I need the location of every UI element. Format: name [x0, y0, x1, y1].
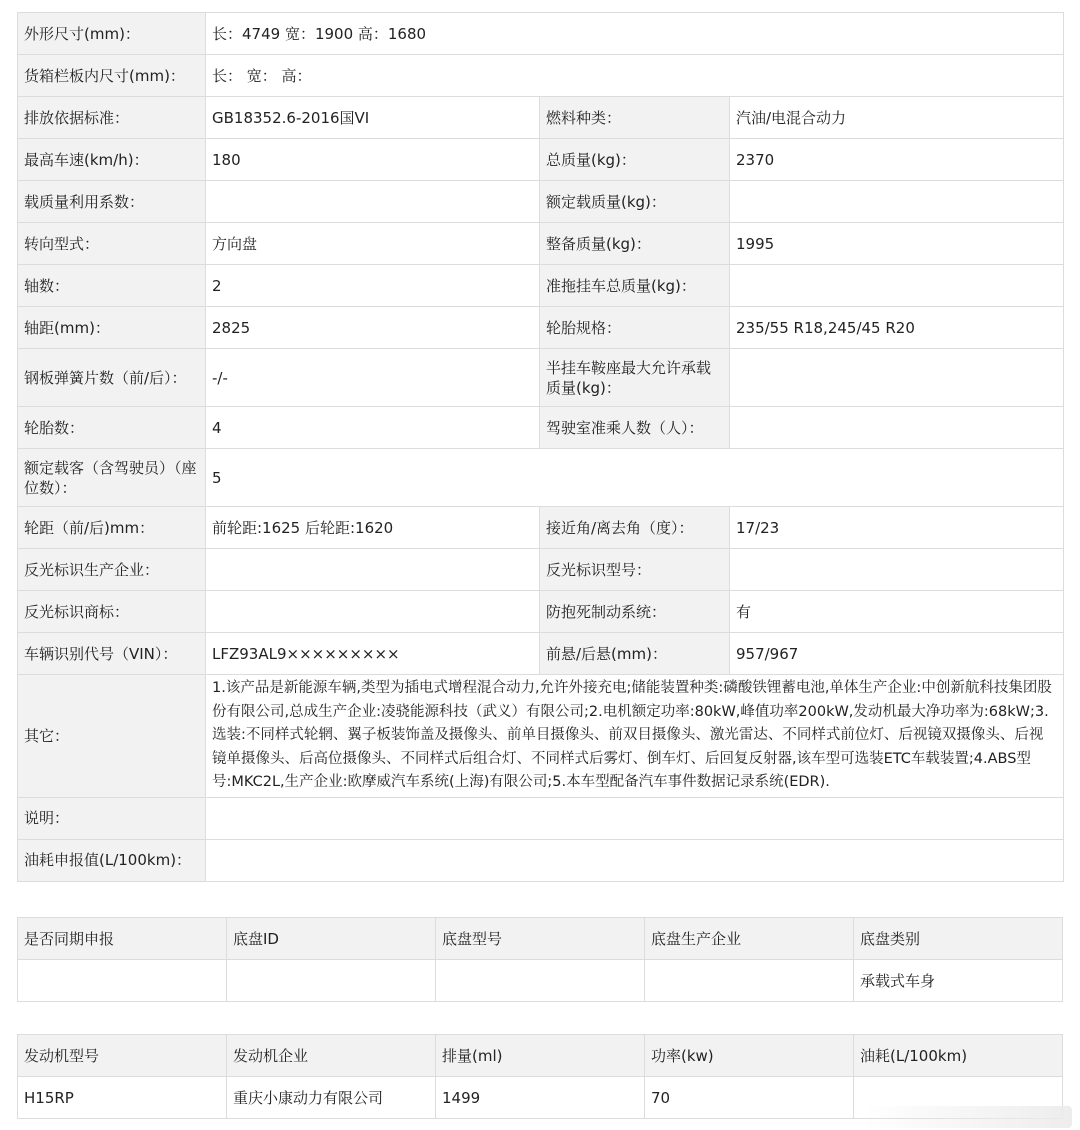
spec-value: 5	[206, 449, 1064, 507]
spec-label: 其它：	[18, 675, 206, 798]
spec-row	[18, 797, 1064, 839]
engine-header-cell: 发动机型号	[18, 1035, 227, 1077]
engine-header-cell: 功率(kw)	[645, 1035, 854, 1077]
chassis-value-cell	[645, 960, 854, 1002]
spec-value	[206, 591, 540, 633]
spec-label: 轮距（前/后)mm：	[18, 507, 206, 549]
spec-value: 2	[206, 265, 540, 307]
spec-value: 180	[206, 139, 540, 181]
spec-row	[18, 507, 1064, 549]
spec-row	[18, 349, 1064, 407]
chassis-table	[17, 917, 1063, 1002]
spec-label: 轴数：	[18, 265, 206, 307]
spec-value	[206, 797, 1064, 839]
spec-value	[206, 549, 540, 591]
spec-value: 有	[730, 591, 1064, 633]
watermark	[862, 1106, 1072, 1128]
spec-row	[18, 307, 1064, 349]
chassis-header-cell: 底盘类别	[854, 918, 1063, 960]
spec-row	[18, 97, 1064, 139]
spec-value: 2825	[206, 307, 540, 349]
spec-row	[18, 13, 1064, 55]
spec-value: 1995	[730, 223, 1064, 265]
spec-label: 排放依据标准：	[18, 97, 206, 139]
spec-value	[730, 265, 1064, 307]
spec-label: 反光标识商标：	[18, 591, 206, 633]
spec-row	[18, 633, 1064, 675]
spec-label: 准拖挂车总质量(kg)：	[540, 265, 730, 307]
spec-label: 整备质量(kg)：	[540, 223, 730, 265]
spec-label: 反光标识型号：	[540, 549, 730, 591]
spec-label: 转向型式：	[18, 223, 206, 265]
chassis-value-cell: 承载式车身	[854, 960, 1063, 1002]
spec-value: 长：4749 宽：1900 高：1680	[206, 13, 1064, 55]
spec-row	[18, 449, 1064, 507]
spec-row	[18, 223, 1064, 265]
other-notes: 1.该产品是新能源车辆,类型为插电式增程混合动力,允许外接充电;储能装置种类:磷酸铁锂蓄电池,单体生产企业:中创新航科技集团股份有限公司,总成生产企业:凌骁能源科技（武义）有限公司;2.电机额定功率:80kW,峰值功率200kW,发动机最大净功率为:68kW;3.选装:不同样式轮辋、翼子板装饰盖及摄像头、前单目摄像头、前双目摄像头、激光雷达、不同样式前位灯、后视镜双摄像头、后视镜单摄像头、后高位摄像头、不同样式后组合灯、不同样式后雾灯、倒车灯、后回复反射器,该车型可选装ETC车载装置;4.ABS型号:MKC2L,生产企业:欧摩威汽车系统(上海)有限公司;5.本车型配备汽车事件数据记录系统(EDR).	[206, 675, 1064, 798]
spec-value: 235/55 R18,245/45 R20	[730, 307, 1064, 349]
engine-header-row	[18, 1035, 1063, 1077]
spec-label: 防抱死制动系统：	[540, 591, 730, 633]
spec-label: 总质量(kg)：	[540, 139, 730, 181]
spec-value: 17/23	[730, 507, 1064, 549]
engine-header-cell: 排量(ml)	[436, 1035, 645, 1077]
spec-row	[18, 675, 1064, 798]
spec-row	[18, 591, 1064, 633]
spec-row	[18, 407, 1064, 449]
chassis-value-cell	[436, 960, 645, 1002]
engine-value-cell: H15RP	[18, 1077, 227, 1119]
spec-value: 957/967	[730, 633, 1064, 675]
chassis-value-row	[18, 960, 1063, 1002]
chassis-value-cell	[18, 960, 227, 1002]
engine-value-cell: 1499	[436, 1077, 645, 1119]
spec-value: 长： 宽： 高：	[206, 55, 1064, 97]
spec-value	[730, 349, 1064, 407]
spec-value: 4	[206, 407, 540, 449]
chassis-header-cell: 是否同期申报	[18, 918, 227, 960]
spec-value: 汽油/电混合动力	[730, 97, 1064, 139]
spec-value	[730, 407, 1064, 449]
spec-value	[206, 839, 1064, 881]
spec-label: 车辆识别代号（VIN）：	[18, 633, 206, 675]
chassis-header-row	[18, 918, 1063, 960]
spec-value: 2370	[730, 139, 1064, 181]
spec-value: 方向盘	[206, 223, 540, 265]
spec-label: 驾驶室准乘人数（人）：	[540, 407, 730, 449]
vehicle-spec-table	[17, 12, 1064, 882]
spec-row	[18, 265, 1064, 307]
spec-value	[730, 549, 1064, 591]
spec-value: -/-	[206, 349, 540, 407]
spec-label: 额定载客（含驾驶员）（座位数）：	[18, 449, 206, 507]
spec-value	[206, 181, 540, 223]
spec-label: 前悬/后悬(mm)：	[540, 633, 730, 675]
spec-value: 前轮距:1625 后轮距:1620	[206, 507, 540, 549]
spec-row	[18, 181, 1064, 223]
spec-label: 说明：	[18, 797, 206, 839]
chassis-header-cell: 底盘ID	[227, 918, 436, 960]
spec-label: 额定载质量(kg)：	[540, 181, 730, 223]
spec-row	[18, 55, 1064, 97]
spec-label: 反光标识生产企业：	[18, 549, 206, 591]
spec-label: 载质量利用系数：	[18, 181, 206, 223]
spec-value: GB18352.6-2016国VI	[206, 97, 540, 139]
spec-label: 轴距(mm)：	[18, 307, 206, 349]
spec-label: 油耗申报值(L/100km)：	[18, 839, 206, 881]
spec-label: 外形尺寸(mm)：	[18, 13, 206, 55]
spec-label: 接近角/离去角（度）：	[540, 507, 730, 549]
chassis-header-cell: 底盘生产企业	[645, 918, 854, 960]
spec-value	[730, 181, 1064, 223]
spec-row	[18, 139, 1064, 181]
engine-value-cell: 重庆小康动力有限公司	[227, 1077, 436, 1119]
spec-row	[18, 549, 1064, 591]
engine-header-cell: 油耗(L/100km)	[854, 1035, 1063, 1077]
spec-value: LFZ93AL9×××××××××	[206, 633, 540, 675]
engine-header-cell: 发动机企业	[227, 1035, 436, 1077]
spec-label: 轮胎规格：	[540, 307, 730, 349]
spec-label: 最高车速(km/h)：	[18, 139, 206, 181]
spec-label: 燃料种类：	[540, 97, 730, 139]
spec-row	[18, 839, 1064, 881]
spec-label: 半挂车鞍座最大允许承载质量(kg)：	[540, 349, 730, 407]
spec-label: 钢板弹簧片数（前/后）：	[18, 349, 206, 407]
chassis-header-cell: 底盘型号	[436, 918, 645, 960]
engine-value-cell: 70	[645, 1077, 854, 1119]
chassis-value-cell	[227, 960, 436, 1002]
spec-label: 轮胎数：	[18, 407, 206, 449]
spec-label: 货箱栏板内尺寸(mm)：	[18, 55, 206, 97]
